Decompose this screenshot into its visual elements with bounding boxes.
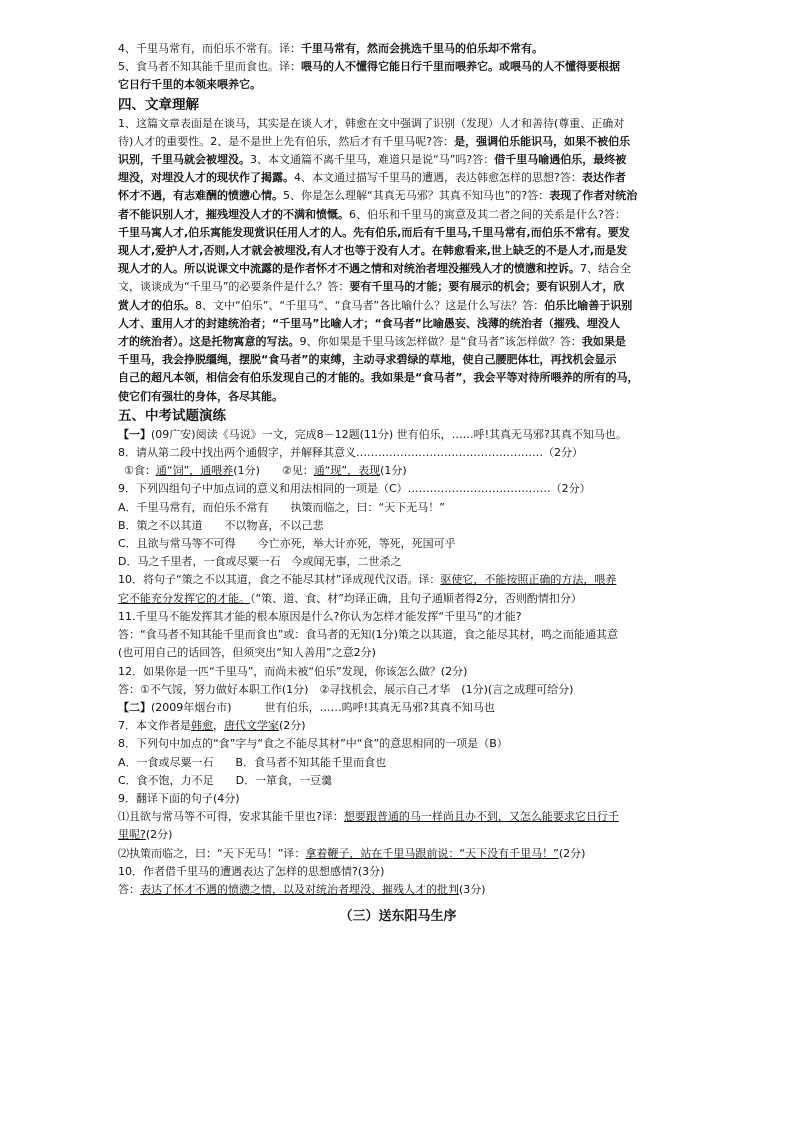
text-run: 8．请从第二段中找出两个通假字，并解释其意义……………………………………………（2分） <box>118 446 583 460</box>
text-line <box>118 133 678 151</box>
text-run: 7．本文作者是 <box>118 719 191 733</box>
text-run: 11.千里马不能发挥其才能的根本原因是什么?你认为怎样才能发挥“千里马”的才能? <box>118 609 522 623</box>
text-line <box>118 663 678 681</box>
text-line <box>118 187 678 205</box>
text-line <box>118 169 678 187</box>
text-run: C．食不饱，力不足 D．一箪食，一豆羹 <box>118 773 333 787</box>
text-run: 通“饲”，通喂养 <box>155 464 234 478</box>
text-run: 使它们有强壮的身体，各尽其能。 <box>118 389 283 403</box>
text-line <box>118 608 678 626</box>
text-run: 借千里马喻遇伯乐，最终被 <box>494 153 627 167</box>
text-line <box>118 351 678 369</box>
text-run: 想要跟普通的马一样尚且办不到，又怎么能要求它日行千 <box>343 810 619 824</box>
text-run: ⑴且欲与常马等不可得，安求其能千里也?译： <box>118 810 344 824</box>
text-line <box>118 717 678 735</box>
text-run: 是，强调伯乐能识马，如果不被伯乐 <box>454 134 631 148</box>
text-run: 7、结合全 <box>580 262 631 276</box>
text-line <box>118 224 678 242</box>
text-line <box>118 644 678 662</box>
text-run: 通“现”，表现 <box>313 464 381 478</box>
text-run: 现人才的人。所以说课文中流露的是作者怀才不遇之情和对统治者埋没摧残人才的愤懑和控诉。 <box>118 262 580 276</box>
text-line <box>118 58 678 76</box>
text-run: 8、文中“伯乐”、“千里马”、“食马者”各比喻什么？这是什么写法？答： <box>195 298 545 312</box>
text-run: 喂马的人不懂得它能日行千里而喂养它。或喂马的人不懂得要根据 <box>301 60 620 74</box>
text-run: 3、本文通篇不离千里马，难道只是说“马”吗?答： <box>250 153 495 167</box>
text-line <box>118 115 678 133</box>
text-run: 4、千里马常有，而伯乐不常有。译： <box>118 42 301 55</box>
text-run: 识别，千里马就会被埋没。 <box>118 153 250 167</box>
text-run: 5、食马者不知其能千里而食也。译： <box>118 60 301 74</box>
text-run: C．且欲与常马等不可得 今亡亦死，举大计亦死，等死，死国可乎 <box>118 537 456 551</box>
text-run: 现人才,爱护人才,否则,人才就会被埋没,有人才也等于没有人才。在韩愈看来,世上缺乏的不是人才,而是发 <box>118 244 628 258</box>
text-run: (1分) <box>380 464 407 478</box>
text-run: 者不能识别人才，摧残埋没人才的不满和愤慨。 <box>118 207 349 221</box>
section-heading <box>118 406 678 426</box>
text-run: 伯乐比喻善于识别 <box>544 298 633 312</box>
text-run: 文，谈谈成为“千里马”的必要条件是什么？答： <box>118 280 350 294</box>
text-line <box>118 681 678 699</box>
text-run: 才的统治者）。这是托物寓意的写法。 <box>118 335 300 349</box>
text-line <box>118 369 678 387</box>
text-run: B．策之不以其道 不以物喜，不以己悲 <box>118 518 324 532</box>
text-run: 1、这篇文章表面是在谈马，其实是在谈人才，韩愈在文中强调了识别（发现）人才和善待(尊重、正确对 <box>118 116 625 130</box>
text-line <box>118 206 678 224</box>
text-run: ⑵执策而临之，曰：“天下无马！”译： <box>118 846 306 860</box>
text-line <box>118 297 678 315</box>
text-run: 赏人才的伯乐。 <box>118 298 195 312</box>
text-line <box>118 735 678 753</box>
text-run: 表达了怀才不遇的愤懑之情，以及对统治者埋没、摧残人才的批判 <box>140 882 459 896</box>
text-line <box>118 845 678 863</box>
text-run: 9、你如果是千里马该怎样做？是“食马者”该怎样做？答： <box>299 335 582 349</box>
text-run: ， <box>213 719 224 733</box>
text-run: 千里马常有，然而会挑选千里马的伯乐却不常有。 <box>301 42 543 55</box>
text-run: （“策、道、食、材”均译正确，且句子通顺者得2分，否则酌情扣分） <box>250 591 582 605</box>
text-line <box>118 333 678 351</box>
text-line <box>118 826 678 844</box>
text-run: 拿着鞭子，站在千里马跟前说：“天下没有千里马！” <box>305 846 559 860</box>
text-run: 人才、重用人才的封建统治者；“千里马”比喻人才；“食马者”比喻愚妄、浅薄的统治者（摧残、埋没人 <box>118 316 620 330</box>
text-line <box>118 517 678 535</box>
text-line <box>118 151 678 169</box>
text-run: 驱使它，不能按照正确的方法，喂养 <box>440 573 617 587</box>
text-run: 4、本文通过描写千里马的遭遇，表达韩愈怎样的思想?答： <box>294 171 582 185</box>
text-run: (3分) <box>459 882 486 896</box>
text-line <box>118 76 678 94</box>
text-line <box>118 278 678 296</box>
section-heading <box>118 95 678 115</box>
text-run: 表现了作者对统治 <box>549 189 638 203</box>
text-run: 12．如果你是一匹“千里马”，而尚未被“伯乐”发现，你该怎么做？(2分) <box>118 664 468 678</box>
text-run: 要有千里马的才能；要有展示的机会；要有识别人才，欣 <box>349 280 625 294</box>
text-run: 5、你是怎么理解“其真无马邪？其真不知马也”的?答： <box>283 189 550 203</box>
text-line <box>118 426 678 444</box>
text-run: (2分) <box>558 846 586 860</box>
text-line <box>118 388 678 406</box>
text-line <box>118 242 678 260</box>
text-line <box>118 881 678 899</box>
text-run: 怀才不遇，有志难酬的愤懑心情。 <box>118 189 283 203</box>
text-run: 它日行千里的本领来喂养它。 <box>118 78 261 92</box>
text-run: (1分) ②见： <box>233 464 314 478</box>
text-run: 10．作者借千里马的遭遇表达了怎样的思想感情?(3分) <box>118 864 385 878</box>
text-run: 它不能充分发挥它的才能。 <box>118 591 250 605</box>
text-run: ①食： <box>124 464 156 478</box>
text-run: (09广安)阅读《马说》一文，完成8－12题(11分) 世有伯乐，……呼!其真无马邪?其真不知马也。 <box>151 427 627 441</box>
text-run: 千里马，我会挣脱缰绳，摆脱“食马者”的束缚，主动寻求碧绿的草地，使自己腰肥体壮，再找机会显示 <box>118 353 617 367</box>
text-line <box>118 553 678 571</box>
text-line <box>118 699 678 717</box>
text-run: 唐代文学家 <box>224 719 279 733</box>
text-line <box>118 40 678 58</box>
text-run: A．一食或尽粟一石 B．食马者不知其能千里而食也 <box>118 755 387 769</box>
text-run: 答： <box>118 882 140 896</box>
text-run: 9．翻译下面的句子(4分) <box>118 791 240 805</box>
text-line <box>118 772 678 790</box>
text-run: 五、中考试题演练 <box>118 407 226 424</box>
text-run: 我如果是 <box>581 335 626 349</box>
text-line <box>118 808 678 826</box>
text-run: 10．将句子“策之不以其道，食之不能尽其材”译成现代汉语。译： <box>118 573 441 587</box>
text-run: 答：“食马者不知其能千里而食也”或：食马者的无知(1分)策之以其道，食之能尽其材，鸣之而能通其意 <box>118 628 618 642</box>
text-line <box>118 499 678 517</box>
text-run: 9．下列四组句子中加点词的意义和用法相同的一项是（C）…………………………………（2分） <box>118 482 591 496</box>
text-line <box>118 790 678 808</box>
text-line <box>118 315 678 333</box>
text-run: 四、文章理解 <box>118 96 199 113</box>
text-line <box>118 444 678 462</box>
text-line <box>118 863 678 881</box>
text-run: 答：①不气馁，努力做好本职工作(1分) ②寻找机会，展示自己才华 (1分)(言之成理可给分) <box>118 682 574 696</box>
text-line <box>118 480 678 498</box>
text-run: 里呢? <box>118 828 146 842</box>
text-run: 千里马寓人才,伯乐寓能发现赏识任用人才的人。先有伯乐,而后有千里马,千里马常有,而伯乐不常有。要发 <box>118 225 630 239</box>
text-line <box>118 535 678 553</box>
text-run: 8．下列句中加点的“食”字与“食之不能尽其材”中“食”的意思相同的一项是（B） <box>118 737 508 751</box>
text-run: (也可用自己的话回答，但须突出“知人善用”之意2分) <box>118 646 376 660</box>
section-title-next: （三）送东阳马生序 <box>339 909 457 925</box>
text-run: 自己的超凡本领，相信会有伯乐发现自己的才能的。我如果是“食马者”，我会平等对待所喂养的所有的马， <box>118 371 639 385</box>
document-page <box>118 40 678 927</box>
text-run: 表达作者 <box>581 171 626 185</box>
text-line <box>118 626 678 644</box>
text-run: 韩愈 <box>191 719 213 733</box>
text-run: D．马之千里者，一食或尽粟一石 今或闻无事，二世杀之 <box>118 555 402 569</box>
text-run: 【一】 <box>118 427 151 441</box>
text-line <box>118 571 678 589</box>
text-run: 待)人才的重要性。2、是不是世上先有伯乐，然后才有千里马呢?答： <box>118 134 455 148</box>
text-run: 6、伯乐和千里马的寓意及其二者之间的关系是什么?答： <box>349 207 626 221</box>
text-line <box>118 754 678 772</box>
document-body <box>118 40 678 899</box>
text-run: 埋没，对埋没人才的现状作了揭露。 <box>118 171 294 185</box>
text-run: 【二】 <box>118 700 151 714</box>
text-line <box>118 462 678 480</box>
text-line <box>118 590 678 608</box>
text-run: (2分) <box>145 828 173 842</box>
text-run: (2分) <box>279 719 306 733</box>
text-line <box>118 260 678 278</box>
text-run: A．千里马常有，而伯乐不常有 执策而临之，曰：“天下无马！” <box>118 500 445 514</box>
text-run: (2009年烟台市) 世有伯乐，……呜呼!其真无马邪?其真不知马也 <box>151 700 495 714</box>
